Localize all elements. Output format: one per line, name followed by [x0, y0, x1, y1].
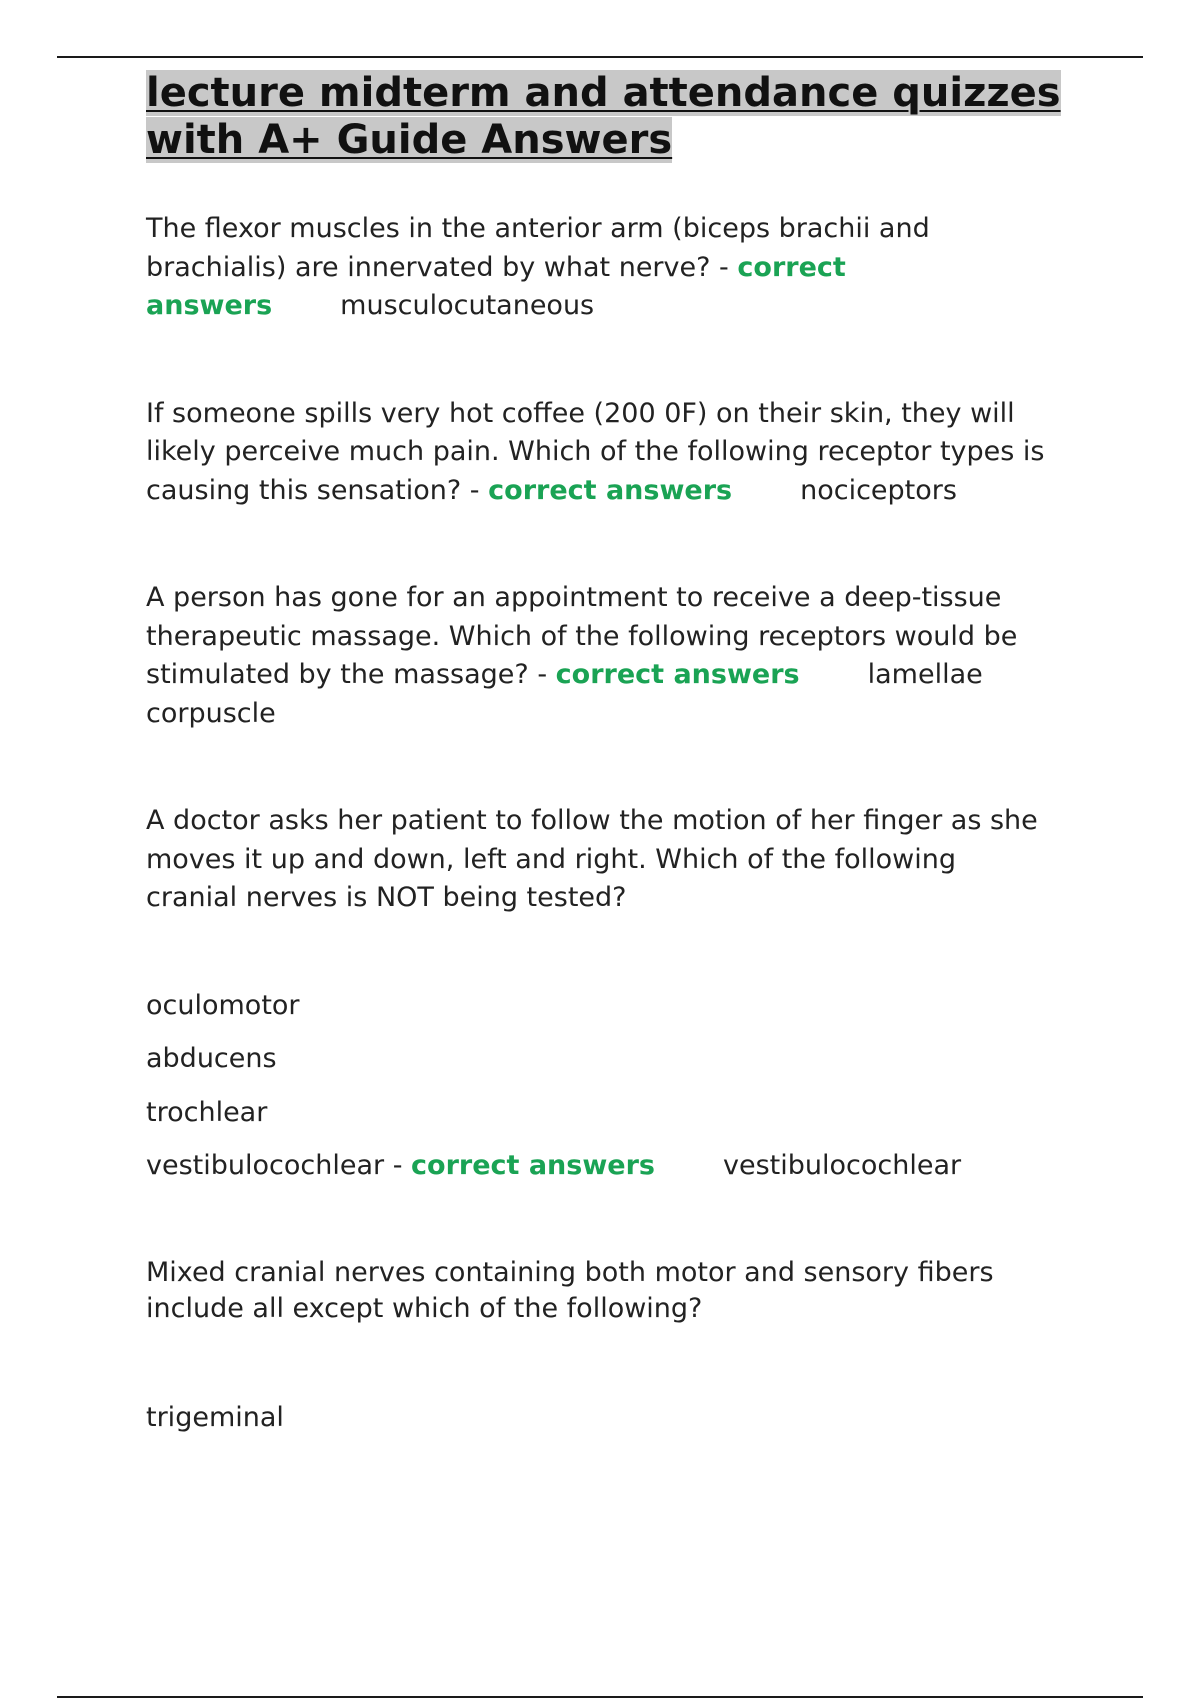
- q3-answer-part-1: lamellae: [867, 659, 983, 690]
- question-5: [146, 1255, 1090, 1327]
- q3-answer-part-2: corpuscle: [146, 697, 276, 729]
- q1-answer: musculocutaneous: [340, 290, 595, 321]
- q2-answer-label: correct answers: [488, 474, 733, 506]
- top-rule: [57, 56, 1143, 58]
- q4-line-2: moves it up and down, left and right. Which of the following: [146, 843, 956, 875]
- q4-option-with-answer: [146, 1147, 1090, 1186]
- title-line-1: lecture midterm and attendance quizzes: [146, 70, 1061, 116]
- q4-separator: -: [384, 1150, 412, 1181]
- q5-line-2: include all except which of the following?: [146, 1292, 703, 1324]
- q1-line-2: brachialis) are innervated by what nerve?: [146, 251, 711, 283]
- q5-line-1: Mixed cranial nerves containing both motor and sensory fibers: [146, 1256, 994, 1288]
- q3-answer-label: correct answers: [555, 659, 800, 690]
- question-2: [146, 395, 1090, 511]
- bottom-rule: [57, 1696, 1143, 1698]
- question-3: [146, 579, 1090, 733]
- q4-option: abducens: [146, 1043, 277, 1074]
- title-line-2: with A+ Guide Answers: [146, 117, 673, 163]
- q4-option: trochlear: [146, 1096, 268, 1128]
- q2-separator: -: [461, 474, 489, 506]
- q1-line-1: The flexor muscles in the anterior arm (biceps brachii and: [146, 213, 930, 244]
- question-4: [146, 802, 1090, 918]
- q2-line-2: likely perceive much pain. Which of the following receptor types is: [146, 436, 1045, 467]
- q3-line-1: A person has gone for an appointment to receive a deep-tissue: [146, 582, 1002, 613]
- document-body: [146, 70, 1090, 1437]
- q1-separator: -: [710, 251, 738, 283]
- q3-separator: -: [528, 659, 556, 690]
- q2-answer: nociceptors: [800, 474, 957, 506]
- q4-line-3: cranial nerves is NOT being tested?: [146, 882, 627, 913]
- q1-answer-label-part-1: correct: [737, 251, 846, 283]
- q3-line-3: stimulated by the massage?: [146, 659, 529, 690]
- q4-answer: vestibulocochlear: [723, 1150, 962, 1181]
- q4-line-1: A doctor asks her patient to follow the motion of her finger as she: [146, 805, 1038, 836]
- document-title: [146, 70, 1090, 164]
- question-1: [146, 210, 1090, 326]
- q1-answer-label-part-2: answers: [146, 290, 273, 321]
- q2-line-3: causing this sensation?: [146, 474, 462, 506]
- q2-line-1: If someone spills very hot coffee (200 0F) on their skin, they will: [146, 397, 1015, 429]
- q4-answer-label: correct answers: [411, 1150, 655, 1181]
- q3-line-2: therapeutic massage. Which of the following receptors would be: [146, 620, 1018, 652]
- q4-option: oculomotor: [146, 989, 300, 1021]
- q5-option: trigeminal: [146, 1401, 284, 1433]
- q4-option-text: vestibulocochlear: [146, 1150, 385, 1181]
